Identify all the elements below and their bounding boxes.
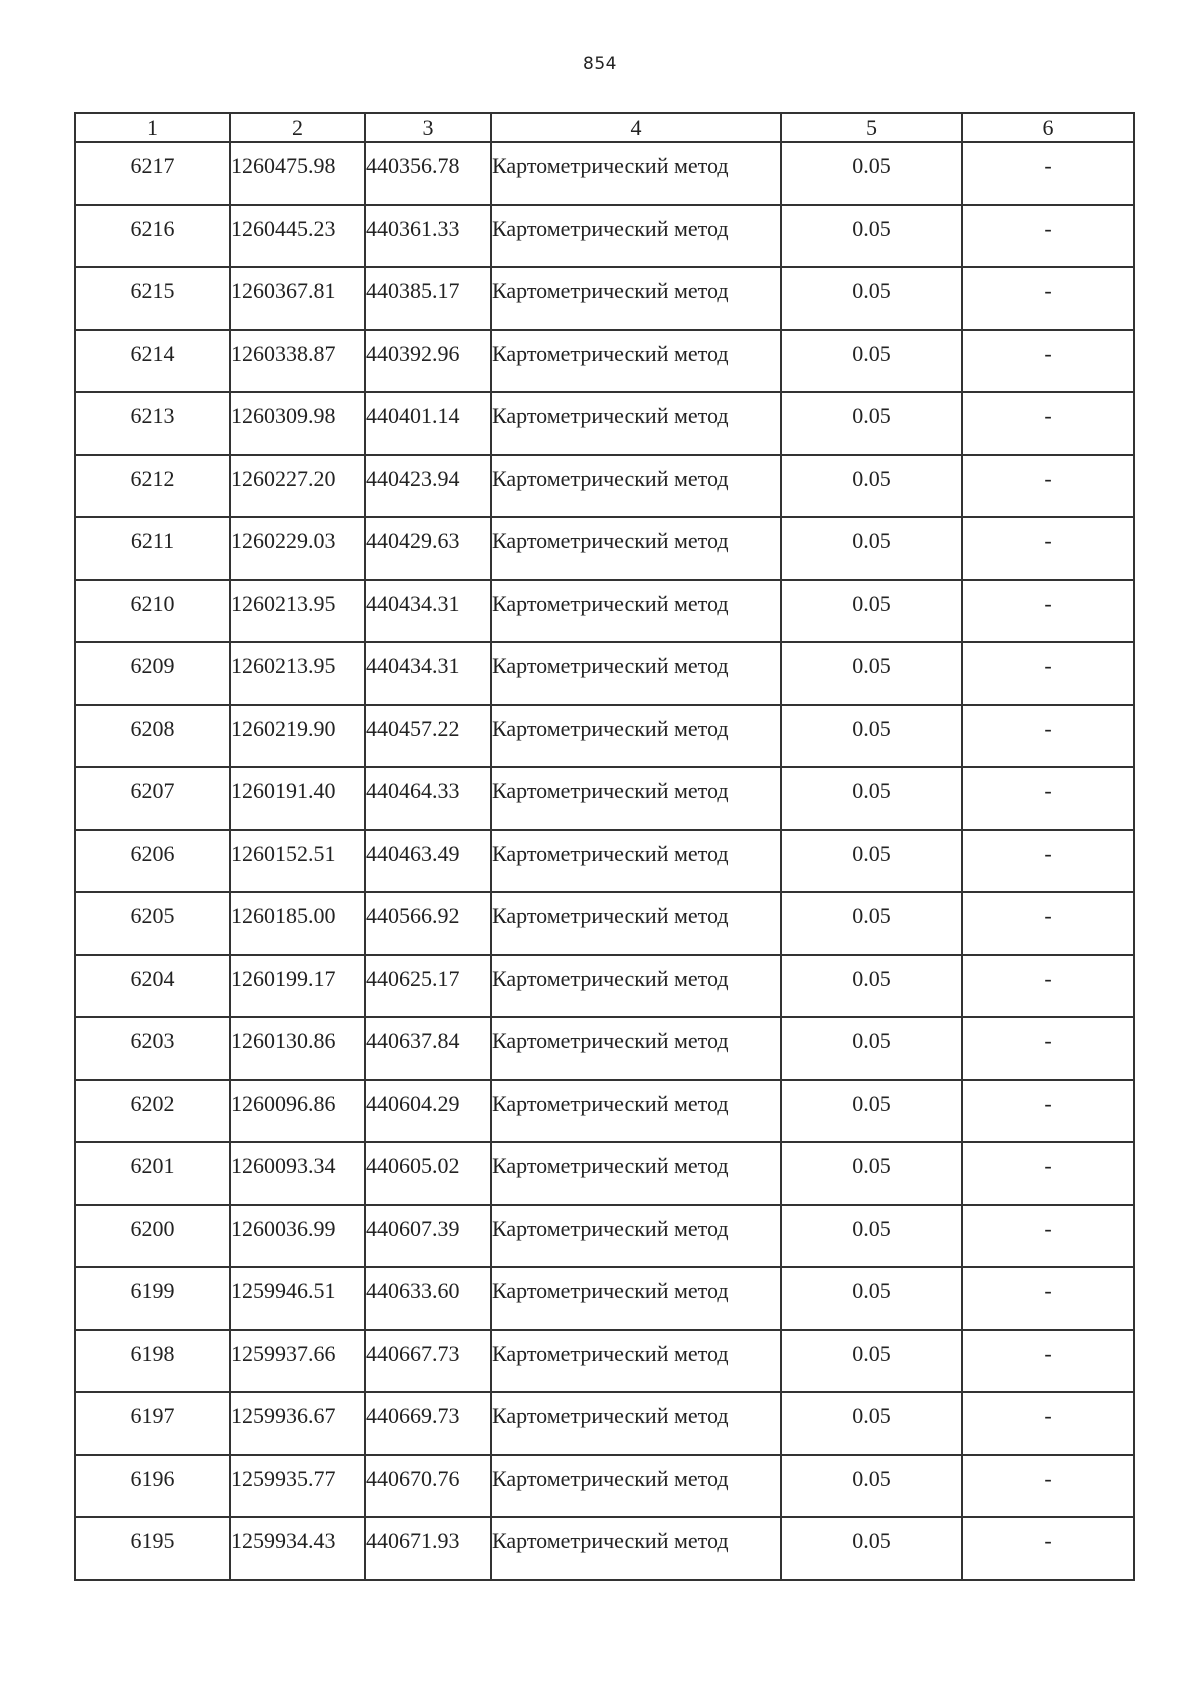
table-row	[75, 1267, 1134, 1330]
table-row	[75, 1080, 1134, 1143]
method-cell: Картометрический метод	[491, 705, 781, 768]
y-coordinate-cell: 440457.22	[365, 705, 491, 768]
x-coordinate-cell: 1260213.95	[230, 580, 365, 643]
accuracy-cell: 0.05	[781, 455, 962, 518]
accuracy-cell: 0.05	[781, 642, 962, 705]
note-cell: -	[962, 517, 1134, 580]
point-number-cell: 6215	[75, 267, 230, 330]
method-cell: Картометрический метод	[491, 1517, 781, 1580]
note-cell: -	[962, 1080, 1134, 1143]
y-coordinate-cell: 440637.84	[365, 1017, 491, 1080]
x-coordinate-cell: 1260130.86	[230, 1017, 365, 1080]
x-coordinate-cell: 1260445.23	[230, 205, 365, 268]
table-row	[75, 517, 1134, 580]
y-coordinate-cell: 440670.76	[365, 1455, 491, 1518]
point-number-cell: 6210	[75, 580, 230, 643]
method-cell: Картометрический метод	[491, 830, 781, 893]
point-number-cell: 6205	[75, 892, 230, 955]
note-cell: -	[962, 705, 1134, 768]
accuracy-cell: 0.05	[781, 142, 962, 205]
point-number-cell: 6209	[75, 642, 230, 705]
method-cell: Картометрический метод	[491, 392, 781, 455]
table-body	[75, 142, 1134, 1580]
note-cell: -	[962, 767, 1134, 830]
y-coordinate-cell: 440605.02	[365, 1142, 491, 1205]
note-cell: -	[962, 642, 1134, 705]
y-coordinate-cell: 440429.63	[365, 517, 491, 580]
accuracy-cell: 0.05	[781, 1205, 962, 1268]
column-header: 5	[781, 113, 962, 142]
note-cell: -	[962, 830, 1134, 893]
accuracy-cell: 0.05	[781, 392, 962, 455]
note-cell: -	[962, 142, 1134, 205]
accuracy-cell: 0.05	[781, 892, 962, 955]
note-cell: -	[962, 1455, 1134, 1518]
x-coordinate-cell: 1260096.86	[230, 1080, 365, 1143]
method-cell: Картометрический метод	[491, 580, 781, 643]
y-coordinate-cell: 440401.14	[365, 392, 491, 455]
point-number-cell: 6196	[75, 1455, 230, 1518]
method-cell: Картометрический метод	[491, 1455, 781, 1518]
y-coordinate-cell: 440633.60	[365, 1267, 491, 1330]
method-cell: Картометрический метод	[491, 205, 781, 268]
accuracy-cell: 0.05	[781, 1142, 962, 1205]
column-header: 3	[365, 113, 491, 142]
table-row	[75, 330, 1134, 393]
point-number-cell: 6207	[75, 767, 230, 830]
accuracy-cell: 0.05	[781, 267, 962, 330]
point-number-cell: 6217	[75, 142, 230, 205]
point-number-cell: 6213	[75, 392, 230, 455]
table-row	[75, 580, 1134, 643]
note-cell: -	[962, 955, 1134, 1018]
accuracy-cell: 0.05	[781, 517, 962, 580]
table-row	[75, 455, 1134, 518]
table-row	[75, 830, 1134, 893]
x-coordinate-cell: 1260309.98	[230, 392, 365, 455]
x-coordinate-cell: 1259946.51	[230, 1267, 365, 1330]
point-number-cell: 6202	[75, 1080, 230, 1143]
note-cell: -	[962, 1517, 1134, 1580]
method-cell: Картометрический метод	[491, 142, 781, 205]
table-row	[75, 392, 1134, 455]
accuracy-cell: 0.05	[781, 1017, 962, 1080]
column-header: 6	[962, 113, 1134, 142]
point-number-cell: 6206	[75, 830, 230, 893]
note-cell: -	[962, 455, 1134, 518]
x-coordinate-cell: 1260338.87	[230, 330, 365, 393]
note-cell: -	[962, 1205, 1134, 1268]
point-number-cell: 6200	[75, 1205, 230, 1268]
note-cell: -	[962, 1392, 1134, 1455]
y-coordinate-cell: 440669.73	[365, 1392, 491, 1455]
table-row	[75, 1330, 1134, 1393]
x-coordinate-cell: 1260036.99	[230, 1205, 365, 1268]
point-number-cell: 6197	[75, 1392, 230, 1455]
table-row	[75, 705, 1134, 768]
note-cell: -	[962, 1142, 1134, 1205]
accuracy-cell: 0.05	[781, 767, 962, 830]
x-coordinate-cell: 1260367.81	[230, 267, 365, 330]
accuracy-cell: 0.05	[781, 830, 962, 893]
x-coordinate-cell: 1260191.40	[230, 767, 365, 830]
note-cell: -	[962, 330, 1134, 393]
point-number-cell: 6216	[75, 205, 230, 268]
x-coordinate-cell: 1259936.67	[230, 1392, 365, 1455]
x-coordinate-cell: 1259935.77	[230, 1455, 365, 1518]
method-cell: Картометрический метод	[491, 517, 781, 580]
accuracy-cell: 0.05	[781, 205, 962, 268]
accuracy-cell: 0.05	[781, 955, 962, 1018]
note-cell: -	[962, 1330, 1134, 1393]
point-number-cell: 6211	[75, 517, 230, 580]
table-row	[75, 205, 1134, 268]
x-coordinate-cell: 1260093.34	[230, 1142, 365, 1205]
y-coordinate-cell: 440625.17	[365, 955, 491, 1018]
x-coordinate-cell: 1260152.51	[230, 830, 365, 893]
method-cell: Картометрический метод	[491, 642, 781, 705]
coordinates-table	[74, 112, 1135, 1581]
y-coordinate-cell: 440604.29	[365, 1080, 491, 1143]
table-row	[75, 1392, 1134, 1455]
table-row	[75, 142, 1134, 205]
y-coordinate-cell: 440385.17	[365, 267, 491, 330]
accuracy-cell: 0.05	[781, 1455, 962, 1518]
method-cell: Картометрический метод	[491, 1392, 781, 1455]
y-coordinate-cell: 440392.96	[365, 330, 491, 393]
y-coordinate-cell: 440434.31	[365, 580, 491, 643]
point-number-cell: 6198	[75, 1330, 230, 1393]
x-coordinate-cell: 1260229.03	[230, 517, 365, 580]
point-number-cell: 6212	[75, 455, 230, 518]
table-row	[75, 1455, 1134, 1518]
table-row	[75, 1017, 1134, 1080]
y-coordinate-cell: 440667.73	[365, 1330, 491, 1393]
method-cell: Картометрический метод	[491, 455, 781, 518]
method-cell: Картометрический метод	[491, 1267, 781, 1330]
point-number-cell: 6204	[75, 955, 230, 1018]
note-cell: -	[962, 580, 1134, 643]
table-row	[75, 955, 1134, 1018]
method-cell: Картометрический метод	[491, 955, 781, 1018]
y-coordinate-cell: 440423.94	[365, 455, 491, 518]
accuracy-cell: 0.05	[781, 1330, 962, 1393]
accuracy-cell: 0.05	[781, 705, 962, 768]
y-coordinate-cell: 440464.33	[365, 767, 491, 830]
y-coordinate-cell: 440566.92	[365, 892, 491, 955]
note-cell: -	[962, 892, 1134, 955]
note-cell: -	[962, 1267, 1134, 1330]
x-coordinate-cell: 1260227.20	[230, 455, 365, 518]
method-cell: Картометрический метод	[491, 1080, 781, 1143]
method-cell: Картометрический метод	[491, 330, 781, 393]
accuracy-cell: 0.05	[781, 1392, 962, 1455]
method-cell: Картометрический метод	[491, 1205, 781, 1268]
table-row	[75, 267, 1134, 330]
x-coordinate-cell: 1260199.17	[230, 955, 365, 1018]
accuracy-cell: 0.05	[781, 330, 962, 393]
page-number: 854	[583, 54, 617, 74]
note-cell: -	[962, 267, 1134, 330]
table-row	[75, 1205, 1134, 1268]
y-coordinate-cell: 440607.39	[365, 1205, 491, 1268]
method-cell: Картометрический метод	[491, 1017, 781, 1080]
method-cell: Картометрический метод	[491, 267, 781, 330]
note-cell: -	[962, 392, 1134, 455]
y-coordinate-cell: 440361.33	[365, 205, 491, 268]
point-number-cell: 6201	[75, 1142, 230, 1205]
table-header-row	[75, 113, 1134, 142]
y-coordinate-cell: 440671.93	[365, 1517, 491, 1580]
y-coordinate-cell: 440356.78	[365, 142, 491, 205]
table-row	[75, 1142, 1134, 1205]
point-number-cell: 6195	[75, 1517, 230, 1580]
table-row	[75, 892, 1134, 955]
x-coordinate-cell: 1259937.66	[230, 1330, 365, 1393]
x-coordinate-cell: 1260219.90	[230, 705, 365, 768]
point-number-cell: 6199	[75, 1267, 230, 1330]
method-cell: Картометрический метод	[491, 892, 781, 955]
x-coordinate-cell: 1260213.95	[230, 642, 365, 705]
x-coordinate-cell: 1260185.00	[230, 892, 365, 955]
point-number-cell: 6208	[75, 705, 230, 768]
x-coordinate-cell: 1260475.98	[230, 142, 365, 205]
table-row	[75, 1517, 1134, 1580]
point-number-cell: 6214	[75, 330, 230, 393]
x-coordinate-cell: 1259934.43	[230, 1517, 365, 1580]
method-cell: Картометрический метод	[491, 1330, 781, 1393]
column-header: 4	[491, 113, 781, 142]
point-number-cell: 6203	[75, 1017, 230, 1080]
table-row	[75, 767, 1134, 830]
accuracy-cell: 0.05	[781, 1080, 962, 1143]
accuracy-cell: 0.05	[781, 1517, 962, 1580]
y-coordinate-cell: 440463.49	[365, 830, 491, 893]
table-row	[75, 642, 1134, 705]
column-header: 1	[75, 113, 230, 142]
accuracy-cell: 0.05	[781, 580, 962, 643]
method-cell: Картометрический метод	[491, 767, 781, 830]
column-header: 2	[230, 113, 365, 142]
method-cell: Картометрический метод	[491, 1142, 781, 1205]
accuracy-cell: 0.05	[781, 1267, 962, 1330]
y-coordinate-cell: 440434.31	[365, 642, 491, 705]
note-cell: -	[962, 1017, 1134, 1080]
note-cell: -	[962, 205, 1134, 268]
